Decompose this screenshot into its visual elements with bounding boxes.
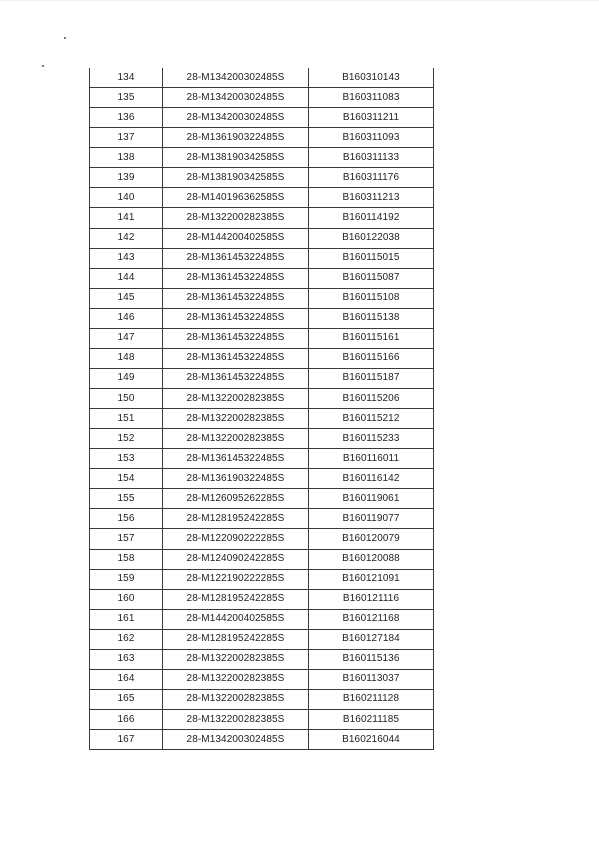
batch-number-cell: B160121091: [309, 569, 434, 589]
table-row: [90, 248, 434, 268]
table-row: [90, 589, 434, 609]
row-number-cell: 158: [90, 549, 163, 569]
batch-number-cell: B160311133: [309, 148, 434, 168]
row-number-cell: 165: [90, 689, 163, 709]
row-number-cell: 140: [90, 188, 163, 208]
part-code-cell: 28-M136145322485S: [163, 308, 309, 328]
part-code-cell: 28-M138190342585S: [163, 168, 309, 188]
batch-number-cell: B160310143: [309, 68, 434, 88]
part-code-cell: 28-M136145322485S: [163, 328, 309, 348]
batch-number-cell: B160115206: [309, 389, 434, 409]
part-code-cell: 28-M136145322485S: [163, 348, 309, 368]
table-row: [90, 168, 434, 188]
batch-number-cell: B160119061: [309, 489, 434, 509]
batch-number-cell: B160311083: [309, 88, 434, 108]
part-code-cell: 28-M136190322485S: [163, 469, 309, 489]
table-row: [90, 128, 434, 148]
batch-number-cell: B160116142: [309, 469, 434, 489]
batch-number-cell: B160113037: [309, 669, 434, 689]
batch-number-cell: B160115108: [309, 288, 434, 308]
part-code-cell: 28-M132200282385S: [163, 208, 309, 228]
part-code-cell: 28-M136190322485S: [163, 128, 309, 148]
row-number-cell: 148: [90, 348, 163, 368]
batch-number-cell: B160120088: [309, 549, 434, 569]
table-row: [90, 489, 434, 509]
table-row: [90, 609, 434, 629]
part-code-cell: 28-M132200282385S: [163, 649, 309, 669]
part-code-cell: 28-M140196362585S: [163, 188, 309, 208]
row-number-cell: 155: [90, 489, 163, 509]
row-number-cell: 149: [90, 368, 163, 388]
row-number-cell: 141: [90, 208, 163, 228]
batch-number-cell: B160311093: [309, 128, 434, 148]
part-code-cell: 28-M138190342585S: [163, 148, 309, 168]
row-number-cell: 142: [90, 228, 163, 248]
part-code-cell: 28-M144200402585S: [163, 228, 309, 248]
table-row: [90, 328, 434, 348]
table-row: [90, 228, 434, 248]
batch-number-cell: B160121116: [309, 589, 434, 609]
table-row: [90, 208, 434, 228]
table-body: [90, 68, 434, 750]
row-number-cell: 163: [90, 649, 163, 669]
table-row: [90, 68, 434, 88]
row-number-cell: 137: [90, 128, 163, 148]
page-top-edge: [0, 0, 599, 1]
batch-number-cell: B160311213: [309, 188, 434, 208]
part-code-cell: 28-M136145322485S: [163, 368, 309, 388]
table-row: [90, 730, 434, 750]
part-code-cell: 28-M132200282385S: [163, 689, 309, 709]
batch-number-cell: B160115233: [309, 429, 434, 449]
part-code-cell: 28-M122090222285S: [163, 529, 309, 549]
table-row: [90, 509, 434, 529]
table-row: [90, 629, 434, 649]
table-row: [90, 549, 434, 569]
batch-number-cell: B160115161: [309, 328, 434, 348]
table-row: [90, 188, 434, 208]
row-number-cell: 143: [90, 248, 163, 268]
table-row: [90, 268, 434, 288]
batch-number-cell: B160122038: [309, 228, 434, 248]
part-code-cell: 28-M134200302485S: [163, 108, 309, 128]
table-row: [90, 429, 434, 449]
part-code-cell: 28-M122190222285S: [163, 569, 309, 589]
table-row: [90, 569, 434, 589]
batch-number-cell: B160115212: [309, 409, 434, 429]
scan-speck: [42, 65, 44, 67]
table-row: [90, 148, 434, 168]
table-row: [90, 88, 434, 108]
row-number-cell: 136: [90, 108, 163, 128]
part-code-cell: 28-M128195242285S: [163, 509, 309, 529]
part-code-cell: 28-M128195242285S: [163, 629, 309, 649]
table-row: [90, 529, 434, 549]
row-number-cell: 134: [90, 68, 163, 88]
part-code-cell: 28-M126095262285S: [163, 489, 309, 509]
table-row: [90, 368, 434, 388]
batch-number-cell: B160211128: [309, 689, 434, 709]
batch-number-cell: B160115187: [309, 368, 434, 388]
row-number-cell: 157: [90, 529, 163, 549]
batch-number-cell: B160120079: [309, 529, 434, 549]
part-code-cell: 28-M136145322485S: [163, 248, 309, 268]
row-number-cell: 162: [90, 629, 163, 649]
batch-number-cell: B160119077: [309, 509, 434, 529]
table-row: [90, 710, 434, 730]
table-row: [90, 288, 434, 308]
batch-number-cell: B160114192: [309, 208, 434, 228]
table-row: [90, 308, 434, 328]
table-row: [90, 449, 434, 469]
row-number-cell: 144: [90, 268, 163, 288]
batch-number-cell: B160311211: [309, 108, 434, 128]
part-code-cell: 28-M134200302485S: [163, 730, 309, 750]
row-number-cell: 135: [90, 88, 163, 108]
row-number-cell: 151: [90, 409, 163, 429]
part-code-cell: 28-M136145322485S: [163, 288, 309, 308]
row-number-cell: 145: [90, 288, 163, 308]
scan-speck: [64, 37, 66, 39]
row-number-cell: 161: [90, 609, 163, 629]
part-code-cell: 28-M124090242285S: [163, 549, 309, 569]
part-code-cell: 28-M134200302485S: [163, 88, 309, 108]
batch-number-cell: B160121168: [309, 609, 434, 629]
batch-number-cell: B160211185: [309, 710, 434, 730]
row-number-cell: 150: [90, 389, 163, 409]
table-row: [90, 649, 434, 669]
part-code-cell: 28-M132200282385S: [163, 669, 309, 689]
batch-number-cell: B160115166: [309, 348, 434, 368]
table-row: [90, 409, 434, 429]
part-code-cell: 28-M132200282385S: [163, 710, 309, 730]
row-number-cell: 164: [90, 669, 163, 689]
row-number-cell: 139: [90, 168, 163, 188]
table-row: [90, 389, 434, 409]
row-number-cell: 146: [90, 308, 163, 328]
row-number-cell: 154: [90, 469, 163, 489]
part-code-cell: 28-M136145322485S: [163, 268, 309, 288]
part-code-cell: 28-M134200302485S: [163, 68, 309, 88]
row-number-cell: 152: [90, 429, 163, 449]
batch-number-cell: B160116011: [309, 449, 434, 469]
part-code-cell: 28-M132200282385S: [163, 429, 309, 449]
row-number-cell: 156: [90, 509, 163, 529]
part-code-cell: 28-M128195242285S: [163, 589, 309, 609]
table-row: [90, 689, 434, 709]
row-number-cell: 160: [90, 589, 163, 609]
batch-number-cell: B160115138: [309, 308, 434, 328]
batch-number-cell: B160115015: [309, 248, 434, 268]
batch-number-cell: B160216044: [309, 730, 434, 750]
table-row: [90, 469, 434, 489]
part-code-cell: 28-M132200282385S: [163, 389, 309, 409]
table-row: [90, 669, 434, 689]
batch-number-cell: B160311176: [309, 168, 434, 188]
serial-number-table: [89, 68, 434, 750]
part-code-cell: 28-M136145322485S: [163, 449, 309, 469]
row-number-cell: 166: [90, 710, 163, 730]
row-number-cell: 167: [90, 730, 163, 750]
batch-number-cell: B160115087: [309, 268, 434, 288]
table-row: [90, 108, 434, 128]
row-number-cell: 159: [90, 569, 163, 589]
table-row: [90, 348, 434, 368]
row-number-cell: 153: [90, 449, 163, 469]
row-number-cell: 147: [90, 328, 163, 348]
batch-number-cell: B160115136: [309, 649, 434, 669]
part-code-cell: 28-M144200402585S: [163, 609, 309, 629]
batch-number-cell: B160127184: [309, 629, 434, 649]
row-number-cell: 138: [90, 148, 163, 168]
part-code-cell: 28-M132200282385S: [163, 409, 309, 429]
